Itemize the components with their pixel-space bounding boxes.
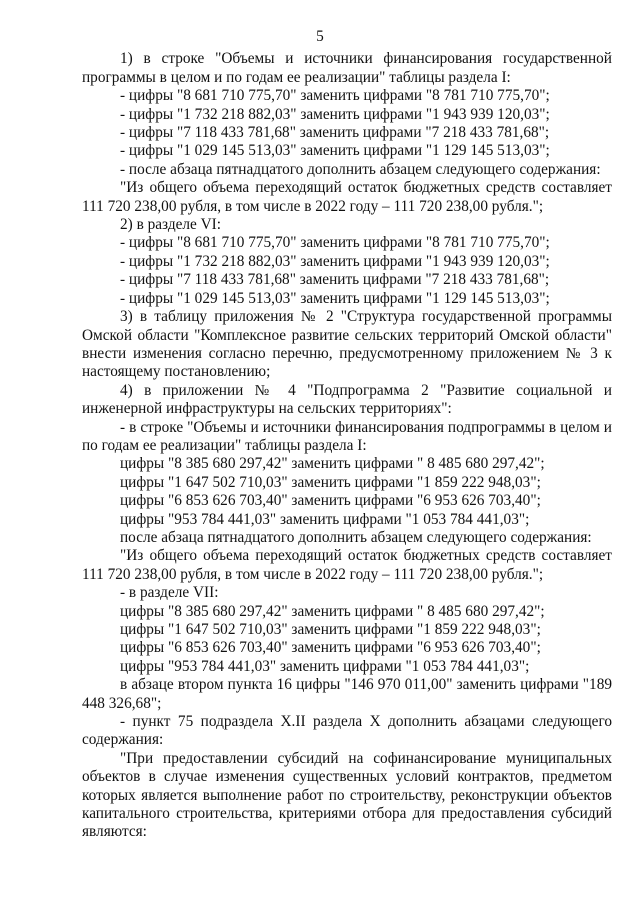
paragraph: цифры "1 647 502 710,03" заменить цифрами "1 859 222 948,03"; — [120, 473, 541, 491]
paragraph: 2) в разделе VI: — [120, 216, 222, 234]
paragraph: цифры "953 784 441,03" заменить цифрами "1 053 784 441,03"; — [120, 510, 530, 528]
paragraph: 4) в приложении № 4 "Подпрограмма 2 "Развитие социальной и инженерной инфраструктуры на сельских территориях": — [82, 381, 612, 418]
paragraph: - цифры "7 118 433 781,68" заменить цифрами "7 218 433 781,68"; — [120, 271, 550, 289]
paragraph: - после абзаца пятнадцатого дополнить абзацем следующего содержания: — [120, 160, 601, 178]
paragraph: "Из общего объема переходящий остаток бюджетных средств составляет 111 720 238,00 рубля, в том числе в 2022 году – 111 720 238,00 рубля."; — [82, 179, 612, 215]
paragraph: в абзаце втором пункта 16 цифры "146 970 011,00" заменить цифрами "189 448 326,68"; — [82, 676, 612, 712]
paragraph: - цифры "1 029 145 513,03" заменить цифрами "1 129 145 513,03"; — [120, 142, 550, 160]
document-body — [82, 50, 612, 841]
paragraph: - в строке "Объемы и источники финансирования подпрограммы в целом и по годам ее реализации" таблицы раздела I: — [82, 418, 612, 454]
paragraph: - цифры "1 732 218 882,03" заменить цифрами "1 943 939 120,03"; — [120, 252, 550, 270]
paragraph: - пункт 75 подраздела X.II раздела X дополнить абзацами следующего содержания: — [82, 713, 612, 749]
paragraph: - цифры "7 118 433 781,68" заменить цифрами "7 218 433 781,68"; — [120, 124, 550, 142]
paragraph: цифры "1 647 502 710,03" заменить цифрами "1 859 222 948,03"; — [120, 621, 541, 638]
paragraph: цифры "6 853 626 703,40" заменить цифрами "6 953 626 703,40"; — [120, 492, 541, 510]
page-number: 5 — [316, 28, 324, 45]
paragraph: после абзаца пятнадцатого дополнить абзацем следующего содержания: — [120, 528, 592, 546]
paragraph: "Из общего объема переходящий остаток бюджетных средств составляет 111 720 238,00 рубля, в том числе в 2022 году – 111 720 238,00 рубля."; — [82, 547, 612, 583]
paragraph: - цифры "8 681 710 775,70" заменить цифрами "8 781 710 775,70"; — [120, 87, 550, 105]
paragraph: - цифры "8 681 710 775,70" заменить цифрами "8 781 710 775,70"; — [120, 234, 550, 252]
paragraph: цифры "6 853 626 703,40" заменить цифрами "6 953 626 703,40"; — [120, 639, 541, 657]
paragraph: - цифры "1 029 145 513,03" заменить цифрами "1 129 145 513,03"; — [120, 289, 550, 307]
paragraph: - цифры "1 732 218 882,03" заменить цифрами "1 943 939 120,03"; — [120, 105, 550, 123]
paragraph: - в разделе VII: — [120, 584, 219, 602]
paragraph: "При предоставлении субсидий на софинансирование муниципальных объектов в случае изменения существенных условий контрактов, предметом которых является выполнение работ по строительству, реконструкции объектов капитального строительства, критериями отбора для предоставления субсидий являются: — [82, 749, 612, 841]
paragraph: 3) в таблицу приложения № 2 "Структура государственной программы Омской области "Комплексное развитие сельских территорий Омской области" внести изменения согласно перечню, предусмотренному приложением № 3 к настоящему постановлению; — [82, 308, 612, 381]
paragraph: 1) в строке "Объемы и источники финансирования государственной программы в целом и по годам ее реализации" таблицы раздела I: — [82, 50, 612, 86]
paragraph: цифры "8 385 680 297,42" заменить цифрами " 8 485 680 297,42"; — [120, 455, 545, 473]
paragraph: цифры "953 784 441,03" заменить цифрами "1 053 784 441,03"; — [120, 657, 530, 675]
paragraph: цифры "8 385 680 297,42" заменить цифрами " 8 485 680 297,42"; — [120, 602, 545, 620]
